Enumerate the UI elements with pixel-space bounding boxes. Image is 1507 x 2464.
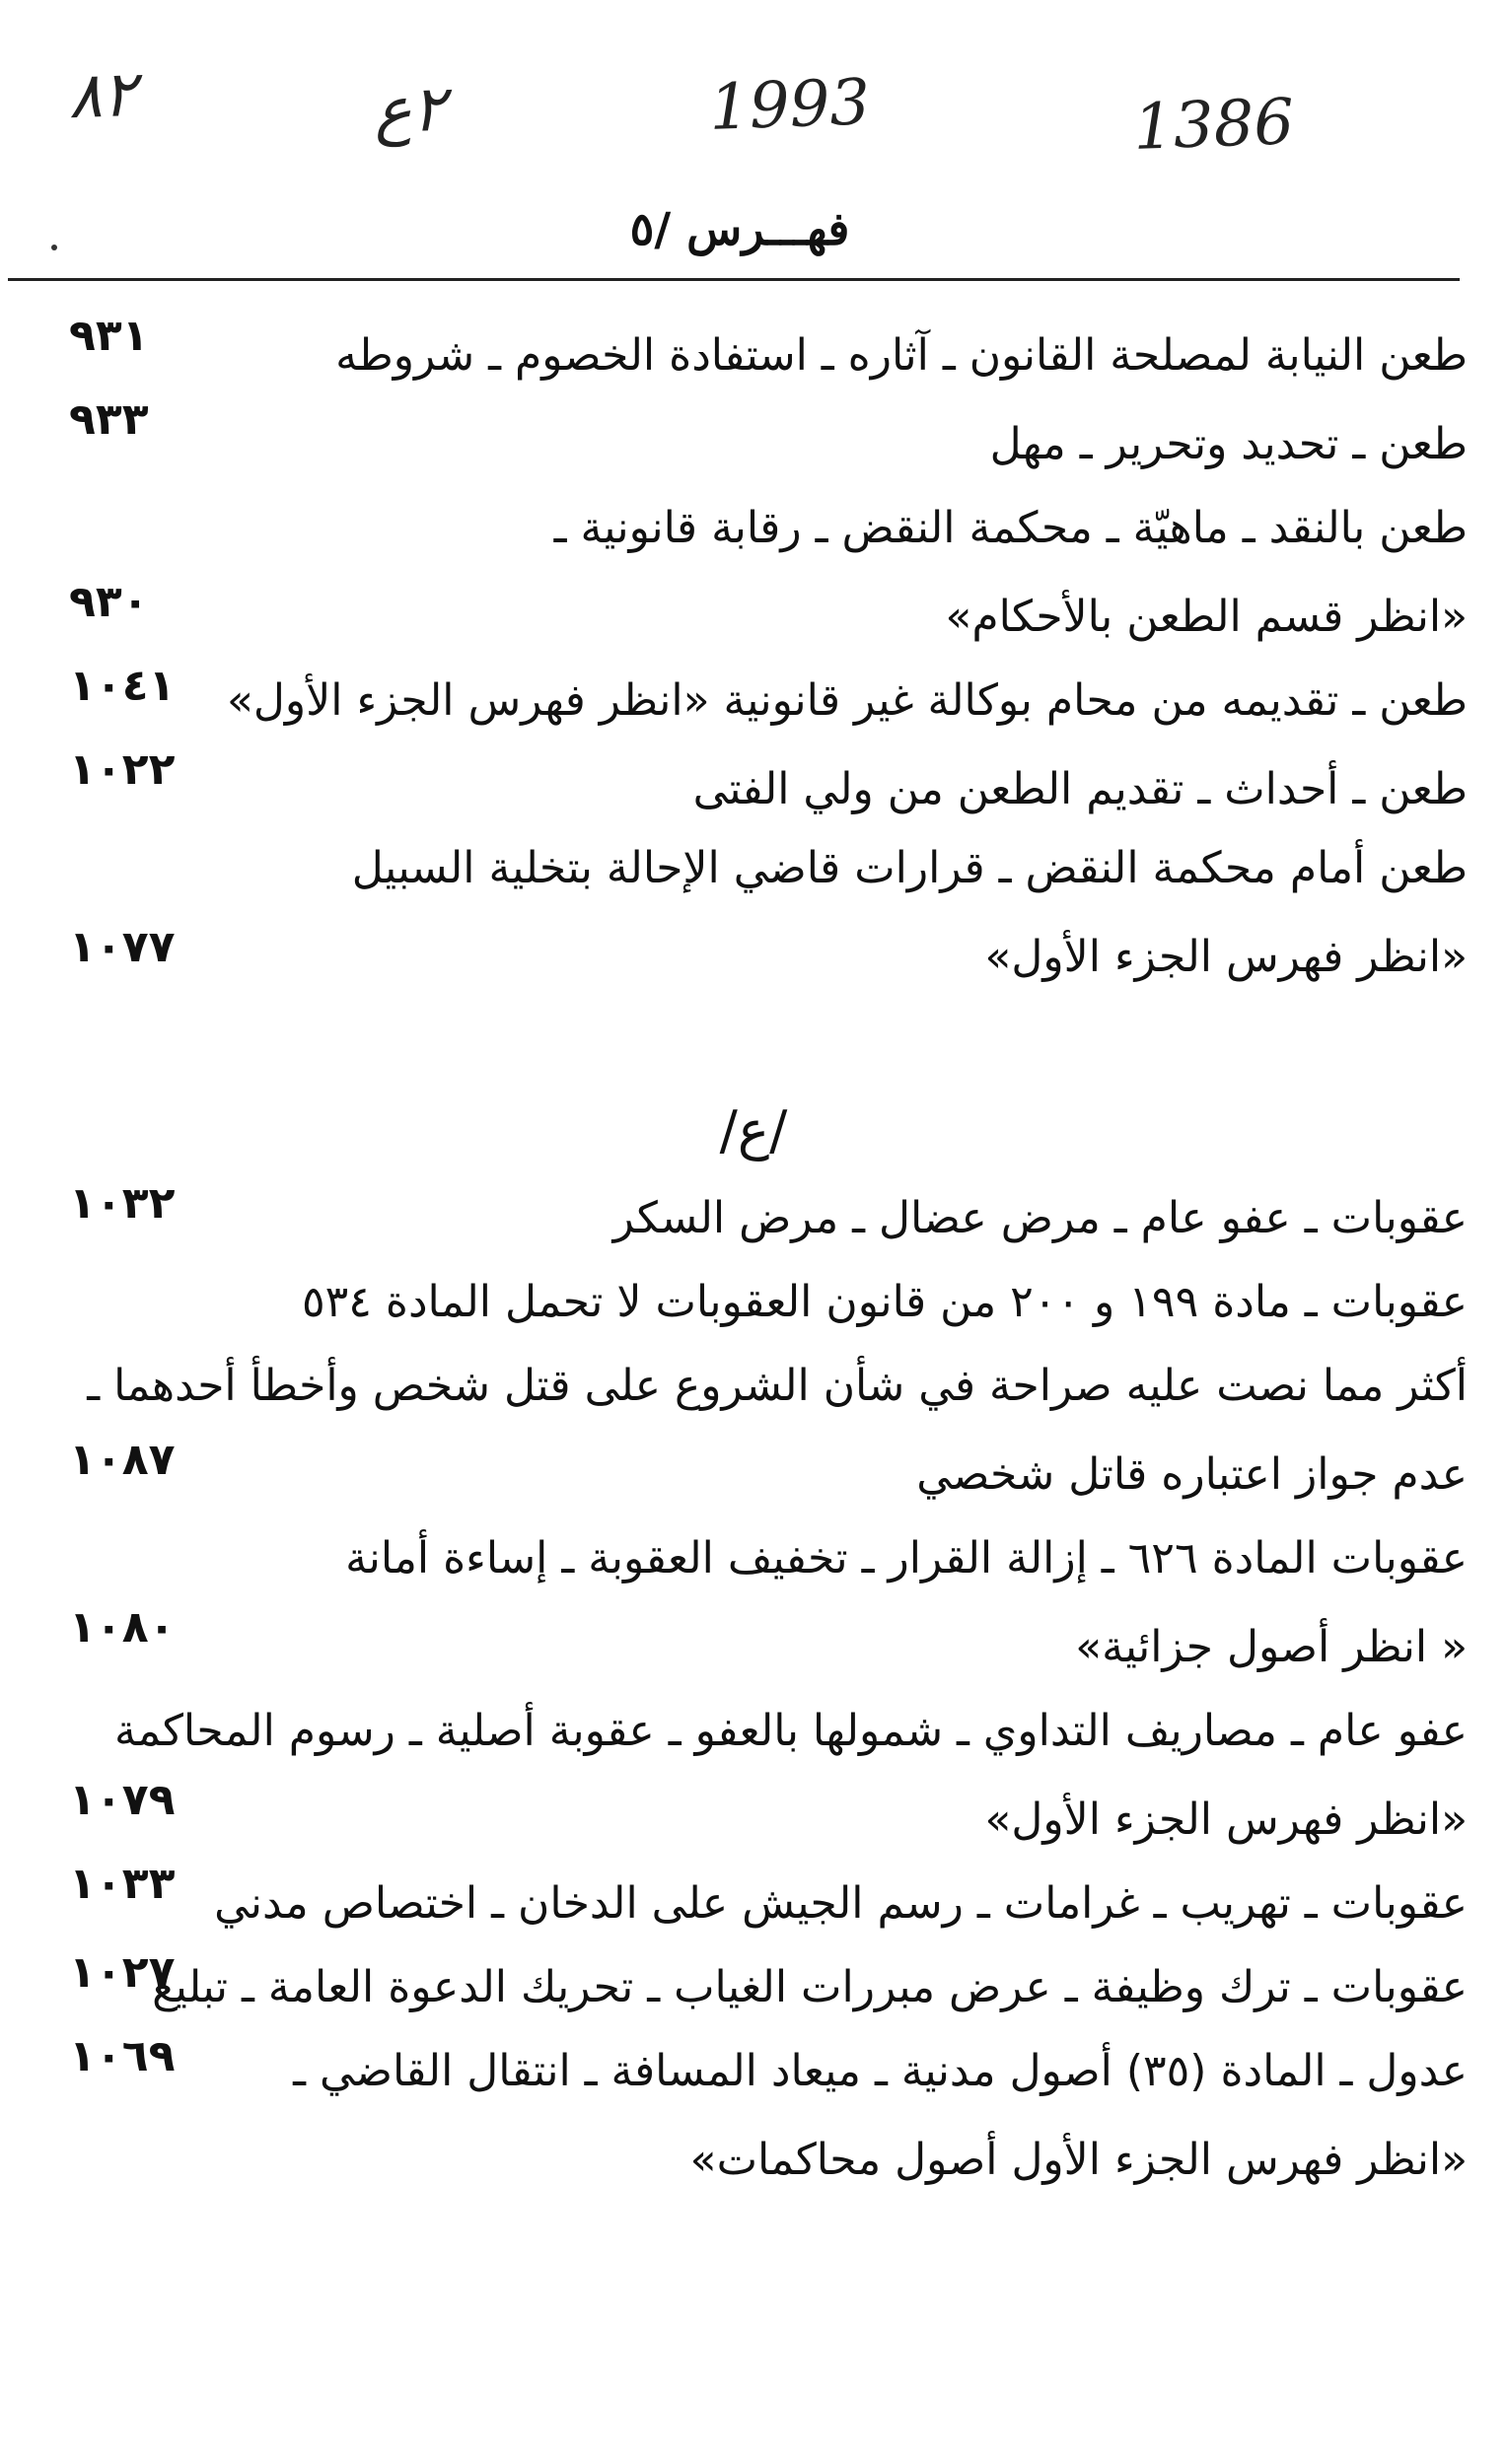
index-entry-page: ١٠٣٣ <box>69 1859 176 1909</box>
index-entry-text: عقوبات المادة ٦٢٦ ـ إزالة القرار ـ تخفيف العقوبة ـ إساءة أمانة <box>345 1533 1468 1584</box>
index-entry-text: عفو عام ـ مصاريف التداوي ـ شمولها بالعفو ـ عقوبة أصلية ـ رسوم المحاكمة <box>113 1706 1468 1756</box>
handwritten-note-2: ٢ع <box>372 72 448 149</box>
index-entry-text: عقوبات ـ تهريب ـ غرامات ـ رسم الجيش على الدخان ـ اختصاص مدني <box>214 1878 1468 1929</box>
index-entry-text: عدم جواز اعتباره قاتل شخصي <box>916 1449 1468 1500</box>
index-entry-text: أكثر مما نصت عليه صراحة في شأن الشروع على قتل شخص وأخطأ أحدهما ـ <box>87 1361 1468 1411</box>
page-title: فهـــرس /٥ <box>629 202 850 255</box>
index-entry-text: طعن ـ تحديد وتحرير ـ مهل <box>989 419 1468 469</box>
index-entry-page: ١٠٨٧ <box>69 1435 176 1485</box>
index-entry-text: « انظر أصول جزائية» <box>1075 1622 1468 1672</box>
handwritten-note-1: ٨٢ <box>66 57 138 134</box>
header-divider <box>8 278 1460 281</box>
index-entry-text: عقوبات ـ عفو عام ـ مرض عضال ـ مرض السكر <box>612 1193 1468 1243</box>
index-entry-page: ١٠٤١ <box>69 661 176 711</box>
index-entry-text: عدول ـ المادة (٣٥) أصول مدنية ـ ميعاد المسافة ـ انتقال القاضي ـ <box>293 2046 1468 2096</box>
index-entry-page: ١٠٣٢ <box>69 1178 176 1229</box>
index-entry-page: ٩٣٠ <box>69 577 149 627</box>
index-entry-text: عقوبات ـ ترك وظيفة ـ عرض مبررات الغياب ـ تحريك الدعوة العامة ـ تبليغ <box>152 1962 1468 2012</box>
section-letter: /ع/ <box>719 1099 788 1162</box>
index-entry-text: «انظر فهرس الجزء الأول» <box>984 1795 1468 1845</box>
index-entry-page: ١٠٢٢ <box>69 744 176 795</box>
index-entry-page: ١٠٢٧ <box>69 1947 176 1998</box>
index-entry-text: طعن ـ تقديمه من محام بوكالة غير قانونية «انظر فهرس الجزء الأول» <box>227 675 1468 726</box>
index-entry-page: ١٠٧٩ <box>69 1775 176 1825</box>
index-entry-text: طعن النيابة لمصلحة القانون ـ آثاره ـ استفادة الخصوم ـ شروطه <box>335 330 1468 381</box>
index-entry-text: طعن أمام محكمة النقض ـ قرارات قاضي الإحالة بتخلية السبيل <box>351 843 1468 893</box>
index-entry-text: طعن ـ أحداث ـ تقديم الطعن من ولي الفتى <box>692 764 1468 814</box>
index-entry-text: عقوبات ـ مادة ١٩٩ و ٢٠٠ من قانون العقوبات لا تحمل المادة ٥٣٤ <box>302 1277 1468 1327</box>
stray-dot <box>51 245 57 250</box>
index-entry-page: ٩٣١ <box>69 311 149 361</box>
index-entry-page: ١٠٨٠ <box>69 1602 176 1653</box>
index-entry-page: ١٠٦٩ <box>69 2031 176 2081</box>
index-entry-page: ١٠٧٧ <box>69 922 176 972</box>
index-entry-page: ٩٣٣ <box>69 394 149 445</box>
handwritten-note-4: 1386 <box>1131 86 1296 165</box>
index-entry-text: «انظر قسم الطعن بالأحكام» <box>945 592 1468 642</box>
index-entry-text: «انظر فهرس الجزء الأول أصول محاكمات» <box>689 2135 1468 2185</box>
index-entry-text: طعن بالنقد ـ ماهيّة ـ محكمة النقض ـ رقابة قانونية ـ <box>553 503 1468 553</box>
handwritten-note-3: 1993 <box>707 66 872 145</box>
index-entry-text: «انظر فهرس الجزء الأول» <box>984 932 1468 982</box>
